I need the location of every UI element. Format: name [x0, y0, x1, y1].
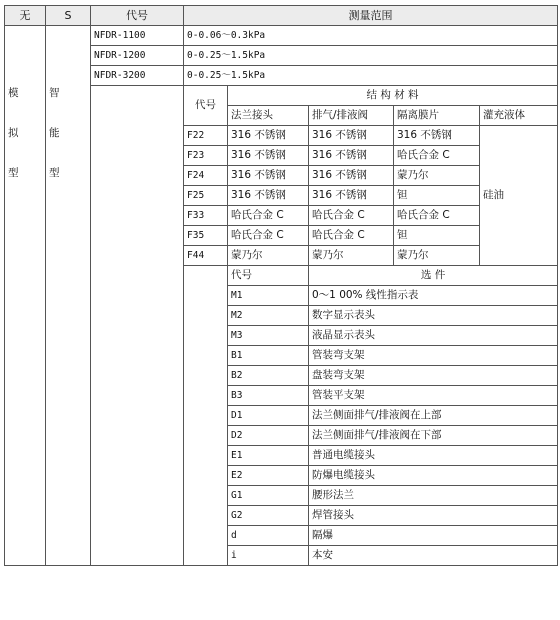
analog-char-2: 拟: [8, 127, 19, 139]
analog-char-1: 模: [8, 87, 19, 99]
option-code: M2: [228, 306, 309, 326]
smart-char-3: 型: [49, 167, 60, 179]
option-desc: 液晶显示表头: [309, 326, 558, 346]
option-desc: 管装弯支架: [309, 346, 558, 366]
material-flange: 316 不锈钢: [228, 186, 309, 206]
col-diaphragm: 隔离膜片: [394, 106, 480, 126]
option-code: D1: [228, 406, 309, 426]
code-column-spacer: [91, 86, 184, 566]
analog-char-3: 型: [8, 167, 19, 179]
model-range: 0-0.25～1.5kPa: [184, 46, 558, 66]
header-col-2: S: [46, 6, 91, 26]
material-code: F24: [184, 166, 228, 186]
option-desc: 管装平支架: [309, 386, 558, 406]
model-code: NFDR-1200: [91, 46, 184, 66]
material-valve: 哈氏合金 C: [309, 206, 394, 226]
model-selection-table: [4, 5, 558, 566]
material-code: F44: [184, 246, 228, 266]
material-diaphragm: 316 不锈钢: [394, 126, 480, 146]
option-code: E2: [228, 466, 309, 486]
material-code: F35: [184, 226, 228, 246]
header-measure-range: 测量范围: [184, 6, 558, 26]
material-flange: 316 不锈钢: [228, 166, 309, 186]
material-valve: 316 不锈钢: [309, 126, 394, 146]
option-code: M3: [228, 326, 309, 346]
option-desc: 0～1 00% 线性指示表: [309, 286, 558, 306]
material-valve: 316 不锈钢: [309, 186, 394, 206]
material-diaphragm: 蒙乃尔: [394, 246, 480, 266]
option-desc: 焊管接头: [309, 506, 558, 526]
material-code: F25: [184, 186, 228, 206]
option-desc: 本安: [309, 546, 558, 566]
option-code: d: [228, 526, 309, 546]
model-range: 0-0.06～0.3kPa: [184, 26, 558, 46]
header-col-1: 无: [5, 6, 46, 26]
option-code: G2: [228, 506, 309, 526]
materials-group-title: 结 构 材 料: [228, 86, 558, 106]
analog-type-label: [5, 26, 46, 566]
col-flange: 法兰接头: [228, 106, 309, 126]
material-diaphragm: 蒙乃尔: [394, 166, 480, 186]
material-flange: 哈氏合金 C: [228, 206, 309, 226]
option-desc: 盘装弯支架: [309, 366, 558, 386]
option-desc: 普通电缆接头: [309, 446, 558, 466]
option-desc: 腰形法兰: [309, 486, 558, 506]
material-valve: 316 不锈钢: [309, 166, 394, 186]
material-flange: 哈氏合金 C: [228, 226, 309, 246]
model-code: NFDR-3200: [91, 66, 184, 86]
option-code: M1: [228, 286, 309, 306]
model-range: 0-0.25～1.5kPa: [184, 66, 558, 86]
option-code: B1: [228, 346, 309, 366]
smart-char-2: 能: [49, 127, 60, 139]
material-code: F33: [184, 206, 228, 226]
materials-code-label: 代号: [184, 86, 228, 126]
material-diaphragm: 钽: [394, 186, 480, 206]
model-row: [5, 26, 558, 46]
option-code: D2: [228, 426, 309, 446]
material-code: F23: [184, 146, 228, 166]
material-diaphragm: 哈氏合金 C: [394, 146, 480, 166]
option-code: G1: [228, 486, 309, 506]
material-valve: 316 不锈钢: [309, 146, 394, 166]
material-code-spacer: [184, 266, 228, 566]
material-valve: 蒙乃尔: [309, 246, 394, 266]
option-code: B3: [228, 386, 309, 406]
options-title: 选 件: [309, 266, 558, 286]
option-desc: 数字显示表头: [309, 306, 558, 326]
header-row: [5, 6, 558, 26]
option-code: i: [228, 546, 309, 566]
material-diaphragm: 哈氏合金 C: [394, 206, 480, 226]
option-code: E1: [228, 446, 309, 466]
material-diaphragm: 钽: [394, 226, 480, 246]
material-valve: 哈氏合金 C: [309, 226, 394, 246]
option-desc: 防爆电缆接头: [309, 466, 558, 486]
option-desc: 隔爆: [309, 526, 558, 546]
header-code: 代号: [91, 6, 184, 26]
material-flange: 蒙乃尔: [228, 246, 309, 266]
material-flange: 316 不锈钢: [228, 146, 309, 166]
material-flange: 316 不锈钢: [228, 126, 309, 146]
col-valve: 排气/排液阀: [309, 106, 394, 126]
smart-char-1: 智: [49, 87, 60, 99]
material-code: F22: [184, 126, 228, 146]
option-desc: 法兰侧面排气/排液阀在上部: [309, 406, 558, 426]
model-code: NFDR-1100: [91, 26, 184, 46]
option-desc: 法兰侧面排气/排液阀在下部: [309, 426, 558, 446]
option-code: B2: [228, 366, 309, 386]
options-code-label: 代号: [228, 266, 309, 286]
col-fill-fluid: 灌充液体: [480, 106, 558, 126]
fill-fluid-value: 硅油: [480, 126, 558, 266]
smart-type-label: [46, 26, 91, 566]
